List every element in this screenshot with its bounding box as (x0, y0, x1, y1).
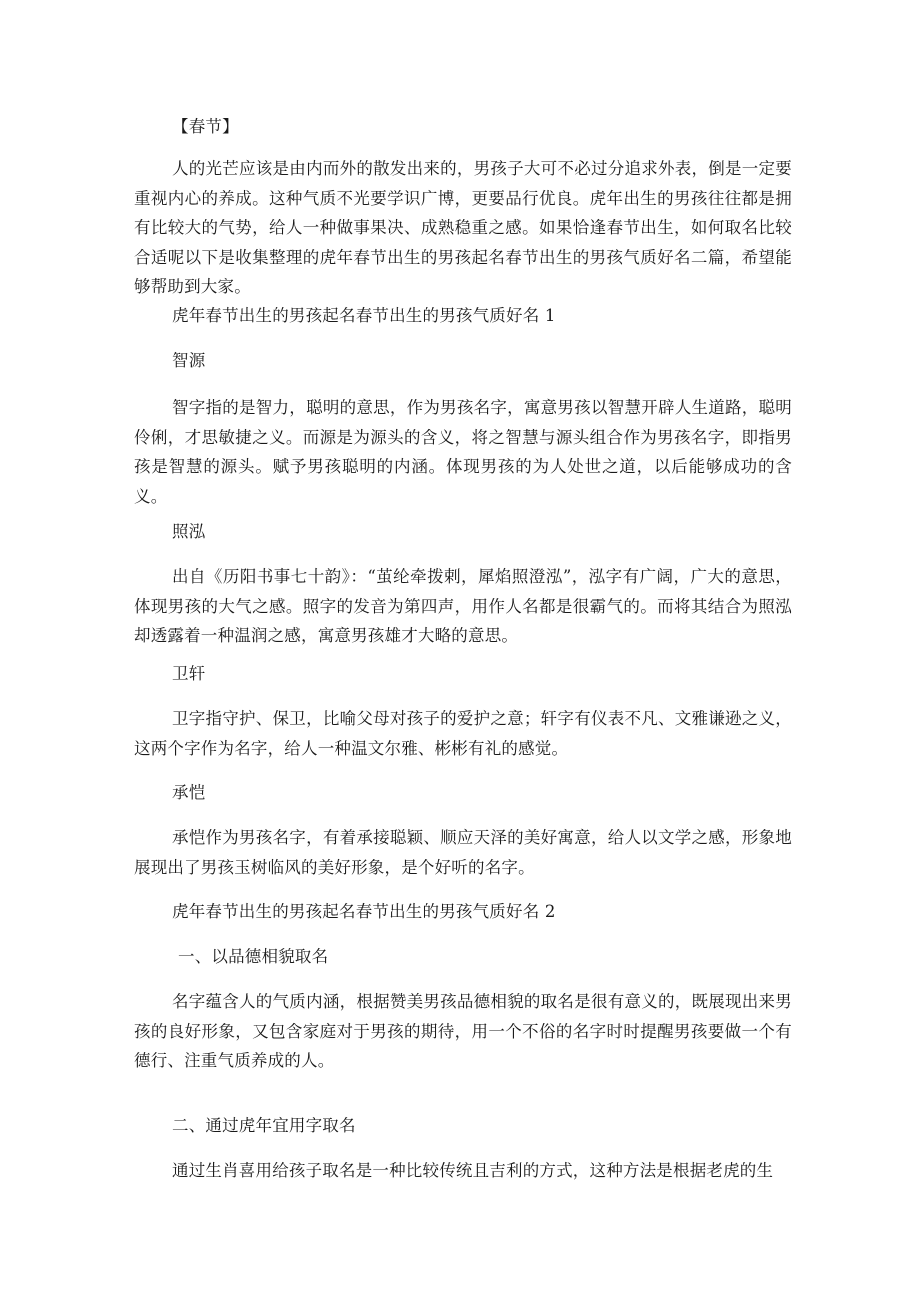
name-heading-zhaohong: 照泓 (172, 522, 206, 541)
name-desc-zhaohong: 出自《历阳书事七十韵》：“茧纶牵拨剌，犀焰照澄泓”，泓字有广阔，广大的意思，体现男孩的大气之感。照字的发音为第四声，用作人名都是很霸气的。而将其结合为照泓却透露着一种温润之感，寓意男孩雄才大略的意思。 (134, 567, 792, 645)
method-2-desc: 通过生肖喜用给孩子取名是一种比较传统且吉利的方式，这种方法是根据老虎的生 (172, 1161, 774, 1180)
article-1-title: 虎年春节出生的男孩起名春节出生的男孩气质好名 1 (172, 306, 556, 325)
name-heading-chengkai: 承恺 (172, 783, 206, 802)
name-desc-zhiyuan: 智字指的是智力，聪明的意思，作为男孩名字，寓意男孩以智慧开辟人生道路，聪明伶俐，才思敏捷之义。而源是为源头的含义，将之智慧与源头组合作为男孩名字，即指男孩是智慧的源头。赋予男孩聪明的内涵。体现男孩的为人处世之道，以后能够成功的含义。 (134, 398, 792, 506)
name-desc-weixuan: 卫字指守护、保卫，比喻父母对孩子的爱护之意；轩字有仪表不凡、文雅谦逊之义，这两个字作为名字，给人一种温文尔雅、彬彬有礼的感觉。 (134, 709, 792, 758)
name-heading-zhiyuan: 智源 (172, 351, 206, 370)
intro-paragraph: 人的光芒应该是由内而外的散发出来的，男孩子大可不必过分追求外表，倒是一定要重视内心的养成。这种气质不光要学识广博，更要品行优良。虎年出生的男孩往往都是拥有比较大的气势，给人一种做事果决、成熟稳重之感。如果恰逢春节出生，如何取名比较合适呢以下是收集整理的虎年春节出生的男孩起名春节出生的男孩气质好名二篇，希望能够帮助到大家。 (134, 159, 792, 296)
section-title: 【春节】 (172, 117, 239, 136)
article-2-title: 虎年春节出生的男孩起名春节出生的男孩气质好名 2 (172, 902, 556, 921)
method-1-title: 一、以品德相貌取名 (178, 947, 329, 966)
method-2-title: 二、通过虎年宜用字取名 (172, 1116, 356, 1135)
name-heading-weixuan: 卫轩 (172, 664, 206, 683)
method-1-desc: 名字蕴含人的气质内涵，根据赞美男孩品德相貌的取名是很有意义的，既展现出来男孩的良好形象，又包含家庭对于男孩的期待，用一个不俗的名字时时提醒男孩要做一个有德行、注重气质养成的人。 (134, 992, 792, 1070)
name-desc-chengkai: 承恺作为男孩名字，有着承接聪颖、顺应天泽的美好寓意，给人以文学之感，形象地展现出了男孩玉树临风的美好形象，是个好听的名字。 (134, 828, 792, 877)
